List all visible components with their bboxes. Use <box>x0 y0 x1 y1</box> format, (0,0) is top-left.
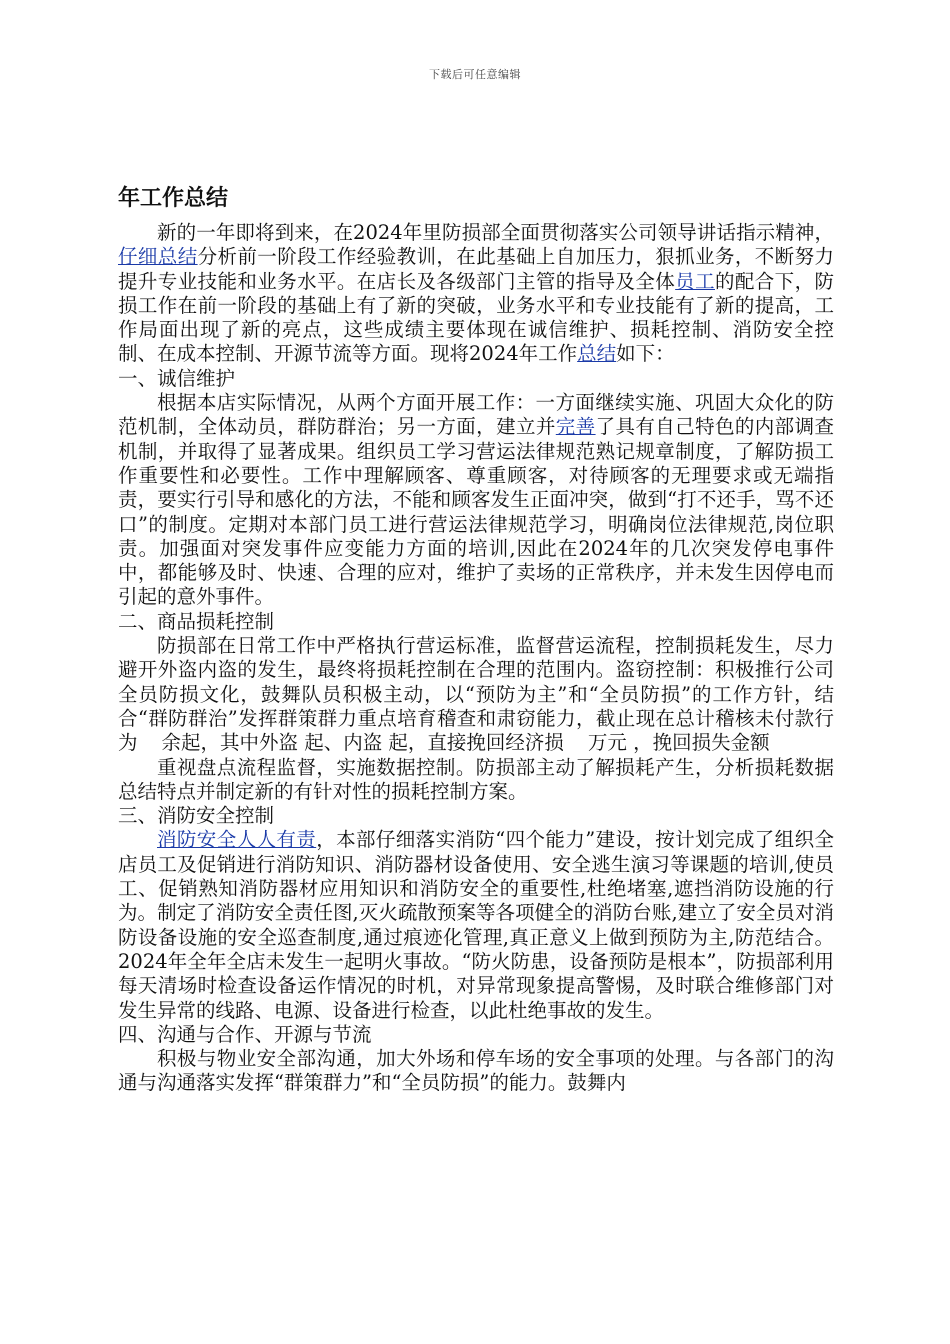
link-employee[interactable]: 员工 <box>675 269 715 293</box>
link-careful-summary[interactable]: 仔细总结 <box>118 245 198 269</box>
paragraph-inventory: 重视盘点流程监督，实施数据控制。防损部主动了解损耗产生，分析损耗数据总结特点并制定新的有针对性的损耗控制方案。 <box>118 755 834 803</box>
header-note: 下载后可任意编辑 <box>429 68 521 81</box>
fire-text-a: ，本部仔细落实消防“四个能力”建设，按计划完成了组织全店员工及促销进行消防知识、消防器材设备使用、安全逃生演习等课题的培训,使员工、促销熟知消防器材应用知识和消防安全的重要性,杜绝堵塞,遮挡消防设施的行为。制定了消防安全责任图,灭火疏散预案等各项健全的消防台账,建立了安全员对消防设备设施的安全巡查制度,通过痕迹化管理,真正意义上做到预防为主,防范结合。2024年全年全店未发生一起明火事故。“防火防患，设备预防是根本”，防损部利用每天清场时检查设备运作情况的时机，对异常现象提高警惕，及时联合维修部门对发生异常的线路、电源、设备进行检查，以此杜绝事故的发生。 <box>118 828 834 1022</box>
section-heading-loss-control: 二、商品损耗控制 <box>118 609 275 633</box>
page-title: 年工作总结 <box>118 186 229 211</box>
paragraph-communication: 积极与物业安全部沟通，加大外场和停车场的安全事项的处理。与各部门的沟通与沟通落实发挥“群策群力”和“全员防损”的能力。鼓舞内 <box>118 1047 834 1095</box>
intro-text-d: 如下： <box>616 342 675 366</box>
paragraph-integrity <box>118 391 834 610</box>
loss-text-c: 万元 ，挽回损失金额 <box>587 731 770 755</box>
section-heading-communication: 四、沟通与合作、开源与节流 <box>118 1022 372 1046</box>
intro-text-a: 新的一年即将到来，在2024年里防损部全面贯彻落实公司领导讲话指示精神， <box>157 221 834 244</box>
link-summary[interactable]: 总结 <box>577 342 617 366</box>
loss-text-a: 防损部在日常工作中严格执行营运标准，监督营运流程，控制损耗发生，尽力避开外盗内盗的发生，最终将损耗控制在合理的范围内。盗窃控制：积极推行公司全员防损文化，鼓舞队员积极主动，以“预防为主”和“全员防损”的工作方针，结合“群防群治”发挥群策群力重点培育稽查和肃窃能力，截止现在总计稽核未付款行为 <box>118 634 834 755</box>
integrity-text-b: 了具有自己特色的内部调查机制，并取得了显著成果。组织员工学习营运法律规范熟记规章制度，了解防损工作重要性和必要性。工作中理解顾客、尊重顾客，对待顾客的无理要求或无端指责，要实行引导和感化的方法，不能和顾客发生正面冲突，做到“打不还手，骂不还口”的制度。定期对本部门员工进行营运法律规范学习，明确岗位法律规范,岗位职责。加强面对突发事件应变能力方面的培训,因此在2024年的几次突发停电事件中，都能够及时、快速、合理的应对，维护了卖场的正常秩序，并未发生因停电而引起的意外事件。 <box>118 415 834 609</box>
document-body <box>118 183 834 1096</box>
loss-text-b: 余起，其中外盗 起、内盗 起，直接挽回经济损 <box>161 731 564 755</box>
paragraph-loss-control <box>118 634 834 755</box>
intro-text-c: 的配合下，防损工作在前一阶段的基础上有了新的突破，业务水平和专业技能有了新的提高，工作局面出现了新的亮点，这些成绩主要体现在诚信维护、损耗控制、消防安全控制、在成本控制、开源节流等方面。现将2024年工作 <box>118 269 834 366</box>
paragraph-fire-safety <box>118 828 834 1022</box>
link-improve[interactable]: 完善 <box>555 415 596 439</box>
section-heading-integrity: 一、诚信维护 <box>118 366 236 390</box>
link-fire-safety[interactable]: 消防安全人人有责 <box>157 828 317 852</box>
paragraph-intro <box>118 221 834 367</box>
section-heading-fire-safety: 三、消防安全控制 <box>118 804 275 828</box>
integrity-text-a: 根据本店实际情况，从两个方面开展工作：一方面继续实施、巩固大众化的防范机制，全体动员，群防群治；另一方面，建立并 <box>118 391 834 439</box>
intro-text-b: 分析前一阶段工作经验教训，在此基础上自加压力，狠抓业务，不断努力提升专业技能和业务水平。在店长及各级部门主管的指导及全体 <box>118 245 834 293</box>
